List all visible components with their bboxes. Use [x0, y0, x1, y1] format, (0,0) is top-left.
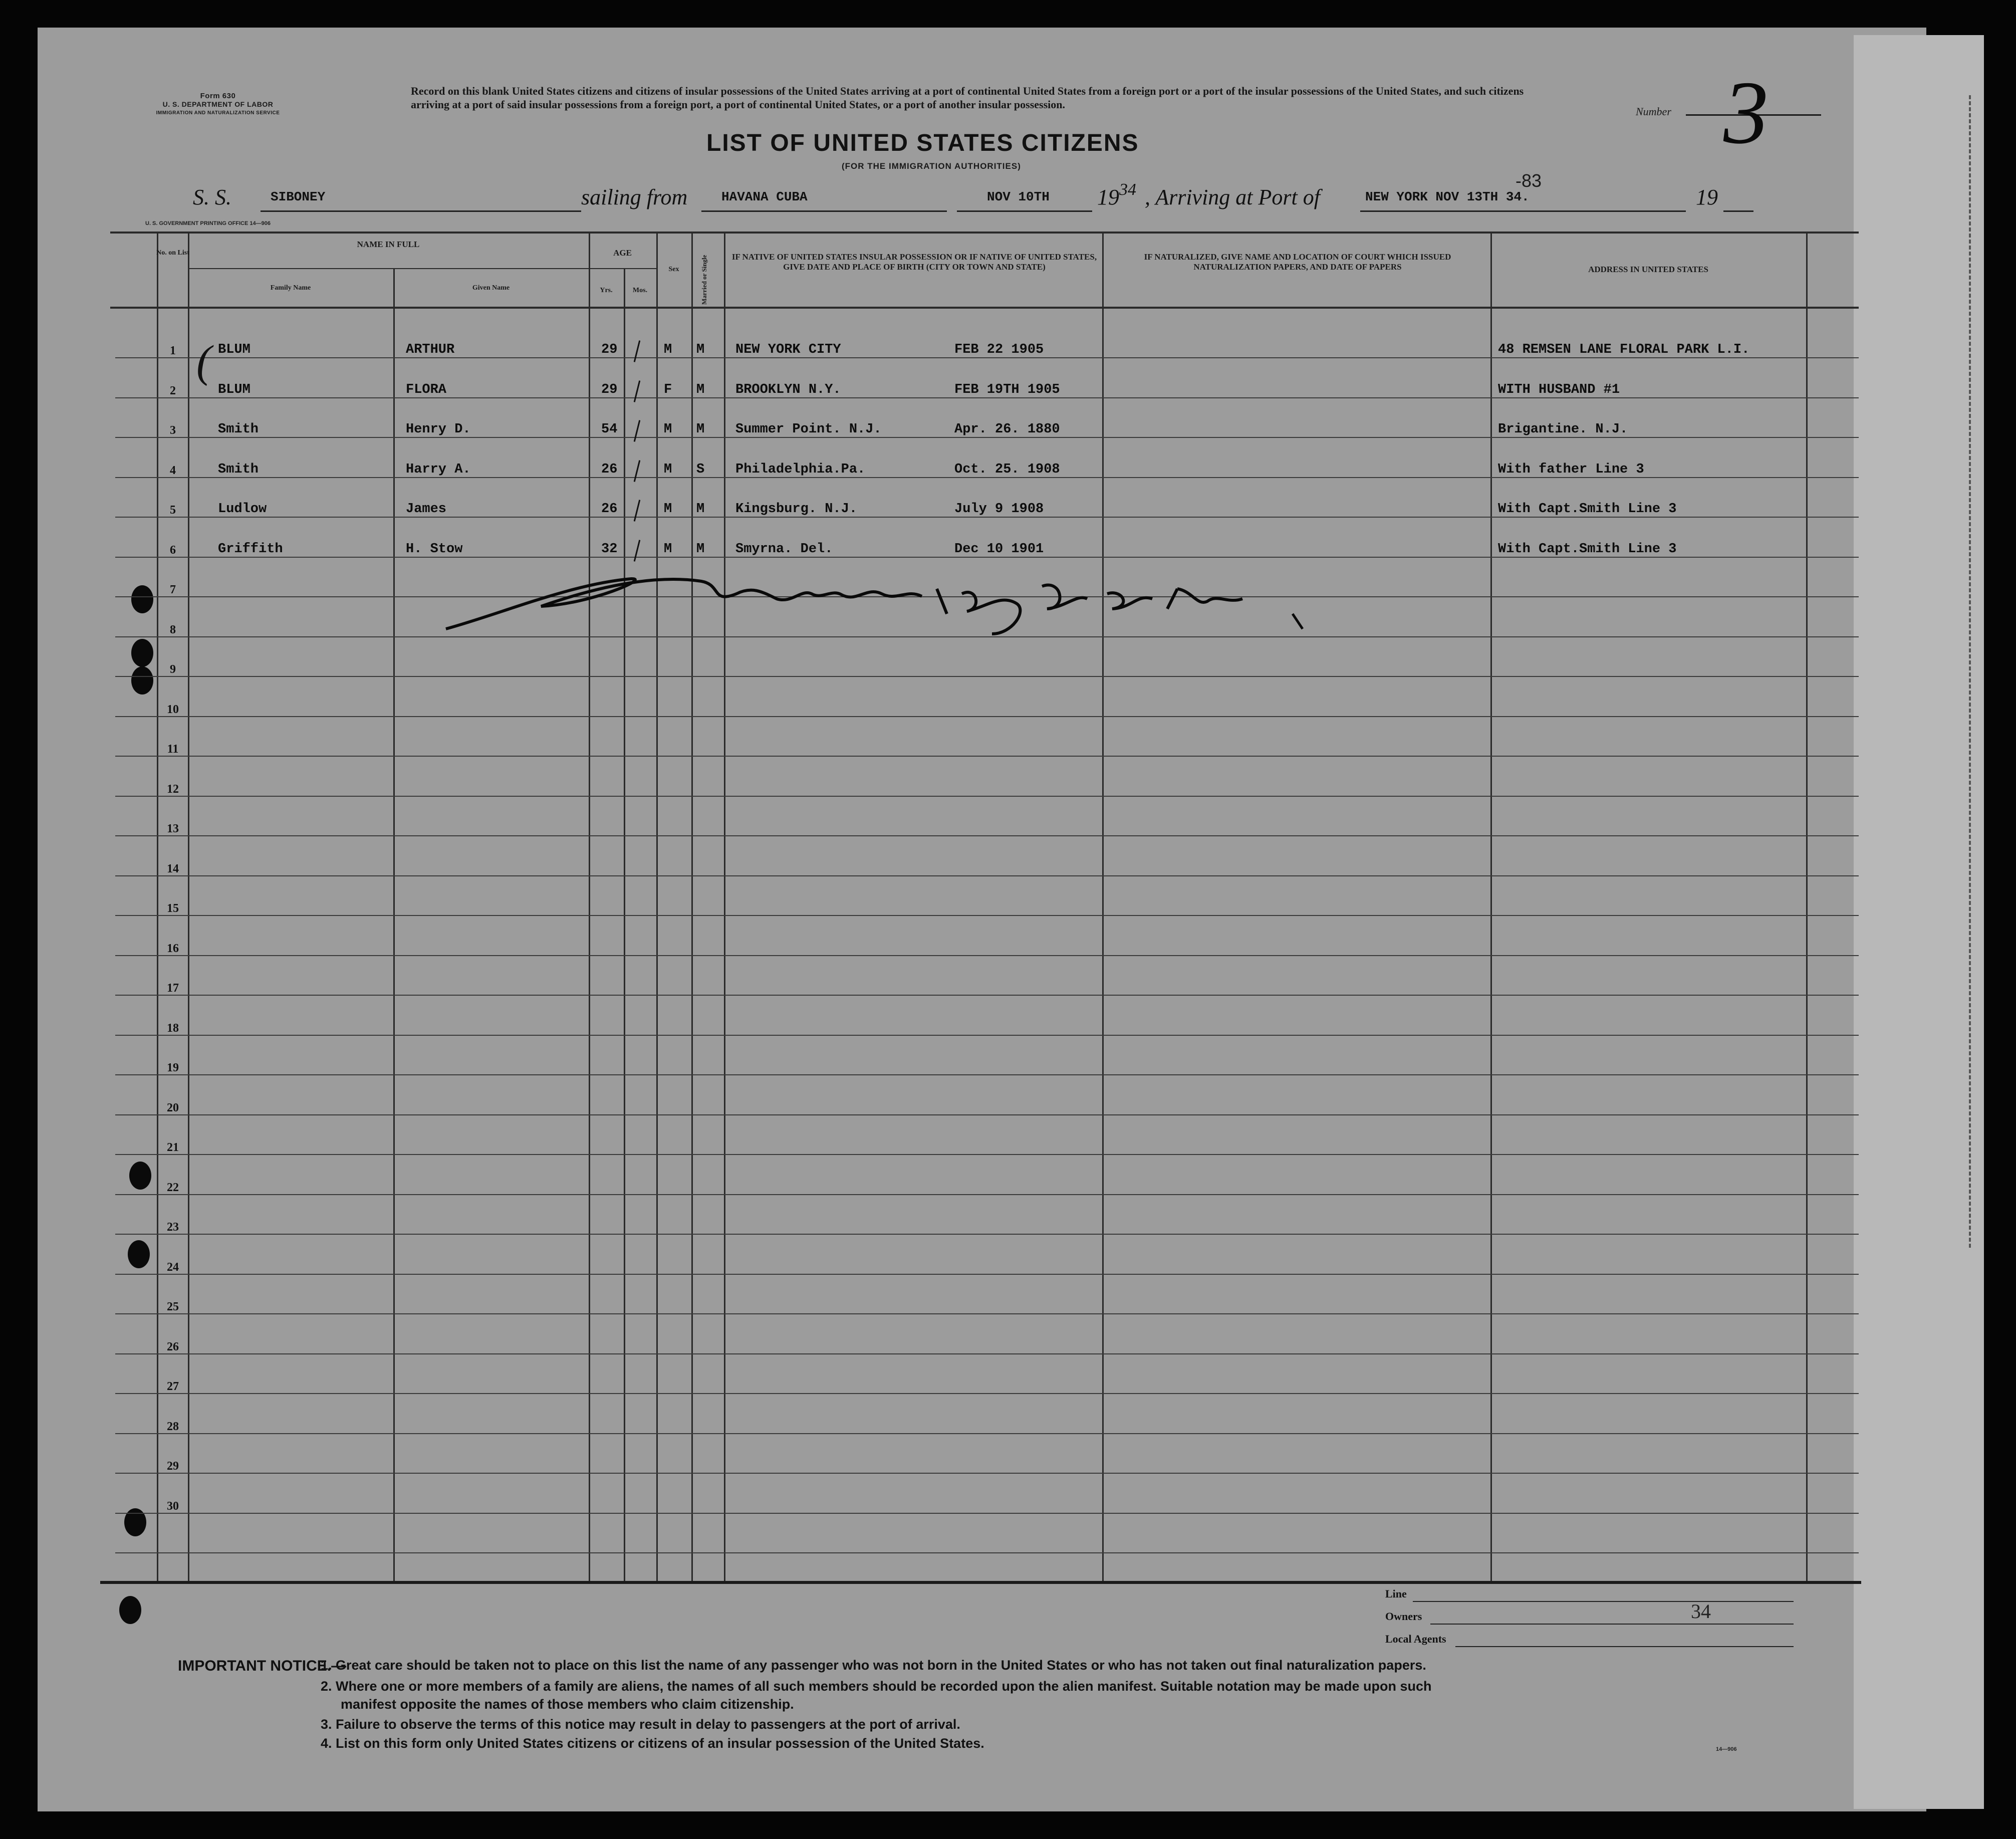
notice-item-2-continued: manifest opposite the names of those members who claim citizenship. — [341, 1697, 794, 1712]
row-number: 18 — [167, 1022, 179, 1035]
passenger-given: ARTHUR — [406, 342, 455, 357]
row-number: 14 — [167, 862, 179, 875]
row-rule — [115, 835, 1859, 836]
row-number: 9 — [170, 663, 176, 676]
header-naturalized: IF NATURALIZED, GIVE NAME AND LOCATION OF COURT WHICH ISSUED NATURALIZATION PAPERS, AND DATE OF PAPERS — [1144, 252, 1451, 272]
departure-port: HAVANA CUBA — [721, 189, 808, 204]
row-number: 10 — [167, 703, 179, 716]
row-rule — [115, 1513, 1859, 1514]
passenger-address: With father Line 3 — [1498, 462, 1644, 477]
footer-owners-underline — [1430, 1624, 1794, 1625]
header-years: Yrs. — [600, 287, 613, 294]
row-number: 3 — [170, 424, 176, 437]
printer-mark-bottom: 14—906 — [1716, 1746, 1737, 1752]
passenger-given: H. Stow — [406, 542, 463, 557]
passenger-address: 48 REMSEN LANE FLORAL PARK L.I. — [1498, 342, 1750, 357]
row-rule — [115, 1035, 1859, 1036]
passenger-yrs: 26 — [601, 502, 618, 517]
punch-hole — [131, 585, 153, 613]
passenger-ms: S — [696, 462, 705, 477]
row-rule — [115, 397, 1859, 398]
passenger-address: With Capt.Smith Line 3 — [1498, 502, 1677, 517]
column-divider — [1490, 233, 1492, 1581]
notice-heading: IMPORTANT NOTICE.— — [178, 1658, 347, 1674]
row-number: 8 — [170, 623, 176, 636]
arrival-underline — [1360, 210, 1686, 212]
passenger-family: Griffith — [218, 542, 283, 557]
passenger-given: FLORA — [406, 382, 447, 397]
header-age: AGE — [613, 248, 632, 258]
handwritten-annotation: -83 — [1516, 170, 1542, 191]
row-number: 7 — [170, 583, 176, 596]
owners-value: 34 — [1691, 1600, 1711, 1623]
passenger-sex: M — [664, 342, 672, 357]
page-subtitle: (FOR THE IMMIGRATION AUTHORITIES) — [842, 161, 1021, 171]
passenger-place: Smyrna. Del. — [735, 542, 833, 557]
passenger-place: BROOKLYN N.Y. — [735, 382, 841, 397]
passenger-family: BLUM — [218, 382, 250, 397]
column-divider — [1806, 233, 1808, 1581]
passenger-sex: F — [664, 382, 672, 397]
passenger-given: Harry A. — [406, 462, 471, 477]
page-title: LIST OF UNITED STATES CITIZENS — [706, 130, 1139, 156]
family-bracket: ( — [196, 337, 211, 386]
row-number: 13 — [167, 822, 179, 835]
row-number: 5 — [170, 504, 176, 517]
punch-hole — [128, 1240, 150, 1268]
number-label: Number — [1636, 105, 1671, 118]
table-top-rule — [110, 232, 1859, 234]
record-instructions: Record on this blank United States citizens and citizens of insular possessions of the United States arriving at a port of continental United States from a foreign port or a port of the insular possessions of the United States, and such citizens arriving at a port of said insular possessions from a foreign port, a port of continental United States, or a port of another insular possession. — [411, 85, 1524, 111]
row-number: 25 — [167, 1300, 179, 1313]
row-number: 22 — [167, 1181, 179, 1194]
row-number: 15 — [167, 902, 179, 915]
form-number: Form 630 — [200, 92, 236, 100]
row-rule — [115, 1552, 1859, 1553]
inspector-signature — [441, 559, 1323, 639]
arrival-port-date: NEW YORK NOV 13TH 34. — [1365, 189, 1530, 204]
row-number: 26 — [167, 1340, 179, 1353]
passenger-family: Ludlow — [218, 502, 267, 517]
passenger-sex: M — [664, 542, 672, 557]
header-birth: IF NATIVE OF UNITED STATES INSULAR POSSESSION OR IF NATIVE OF UNITED STATES, GIVE DATE AND PLACE OF BIRTH (CITY OR TOWN AND STATE) — [731, 252, 1097, 272]
year-prefix: 19 — [1097, 185, 1119, 209]
footer-agents-label: Local Agents — [1385, 1633, 1446, 1645]
punch-hole — [131, 639, 153, 667]
header-sex: Sex — [668, 266, 679, 273]
row-rule — [115, 1433, 1859, 1434]
row-number: 24 — [167, 1261, 179, 1274]
row-number: 11 — [167, 743, 179, 756]
column-divider — [1102, 233, 1104, 1581]
passenger-date: Dec 10 1901 — [954, 542, 1044, 557]
form-identification — [133, 92, 303, 117]
row-number: 29 — [167, 1460, 179, 1473]
passenger-sex: M — [664, 422, 672, 437]
header-given-name: Given Name — [472, 284, 510, 292]
department-name: U. S. DEPARTMENT OF LABOR — [162, 100, 274, 108]
passenger-date: FEB 19TH 1905 — [954, 382, 1060, 397]
row-number: 20 — [167, 1101, 179, 1114]
notice-item-2: 2. Where one or more members of a family are aliens, the names of all such members should be recorded upon the alien manifest. Suitable notation may be made upon such — [321, 1679, 1432, 1694]
passenger-date: Apr. 26. 1880 — [954, 422, 1060, 437]
ship-name: SIBONEY — [271, 189, 326, 204]
passenger-ms: M — [696, 382, 705, 397]
arriving-label: , Arriving at Port of — [1145, 185, 1320, 209]
row-rule — [115, 1154, 1859, 1155]
page-edge-perforation — [1969, 95, 1975, 1248]
passenger-ms: M — [696, 542, 705, 557]
row-rule — [115, 716, 1859, 717]
row-rule — [115, 676, 1859, 677]
list-number: 3 — [1723, 63, 1769, 162]
header-address: ADDRESS IN UNITED STATES — [1588, 265, 1708, 274]
header-family-name: Family Name — [270, 284, 311, 292]
footer-rule — [100, 1581, 1861, 1584]
passenger-place: Kingsburg. N.J. — [735, 502, 858, 517]
row-rule — [115, 1473, 1859, 1474]
notice-item-1: 1. Great care should be taken not to place on this list the name of any passenger who was not born in the United States or who has not taken out final naturalization papers. — [321, 1658, 1426, 1673]
passenger-yrs: 29 — [601, 342, 618, 357]
passenger-ms: M — [696, 342, 705, 357]
passenger-family: Smith — [218, 462, 259, 477]
row-number: 23 — [167, 1221, 179, 1234]
row-number: 12 — [167, 783, 179, 796]
passenger-place: Philadelphia.Pa. — [735, 462, 866, 477]
punch-hole — [129, 1162, 151, 1190]
row-rule — [115, 1313, 1859, 1314]
row-rule — [115, 1234, 1859, 1235]
passenger-yrs: 29 — [601, 382, 618, 397]
column-divider — [724, 233, 725, 1581]
trailing-year: 19 — [1696, 185, 1718, 209]
row-number: 6 — [170, 544, 176, 557]
passenger-given: Henry D. — [406, 422, 471, 437]
column-divider — [589, 233, 590, 1581]
row-rule — [115, 517, 1859, 518]
row-number: 16 — [167, 942, 179, 955]
passenger-ms: M — [696, 502, 705, 517]
footer-agents-underline — [1455, 1646, 1794, 1647]
row-number: 30 — [167, 1500, 179, 1513]
passenger-date: July 9 1908 — [954, 502, 1044, 517]
column-divider — [656, 233, 658, 1581]
header-name-in-full: NAME IN FULL — [357, 240, 420, 249]
passenger-place: Summer Point. N.J. — [735, 422, 882, 437]
notice-item-3: 3. Failure to observe the terms of this notice may result in delay to passengers at the port of arrival. — [321, 1717, 960, 1732]
row-rule — [115, 557, 1859, 558]
row-rule — [115, 875, 1859, 876]
date-underline — [957, 210, 1092, 212]
passenger-address: With Capt.Smith Line 3 — [1498, 542, 1677, 557]
manifest-page — [38, 28, 1926, 1811]
column-divider — [691, 233, 693, 1581]
passenger-yrs: 26 — [601, 462, 618, 477]
header-married-single: Married or Single — [700, 255, 708, 305]
printer-mark-top: U. S. GOVERNMENT PRINTING OFFICE 14—906 — [145, 220, 271, 226]
column-divider — [624, 268, 625, 1581]
departure-date: NOV 10TH — [987, 189, 1050, 204]
row-number: 17 — [167, 982, 179, 995]
year-underline — [1723, 210, 1753, 212]
ss-label: S. S. — [193, 185, 231, 209]
header-bottom-rule — [110, 307, 1859, 309]
passenger-yrs: 32 — [601, 542, 618, 557]
adjacent-page-edge — [1854, 35, 1984, 1809]
row-rule — [115, 756, 1859, 757]
row-rule — [115, 1114, 1859, 1115]
row-rule — [115, 995, 1859, 996]
name-header-divider — [188, 268, 589, 269]
row-rule — [115, 1393, 1859, 1394]
departure-underline — [701, 210, 947, 212]
passenger-place: NEW YORK CITY — [735, 342, 841, 357]
passenger-address: Brigantine. N.J. — [1498, 422, 1628, 437]
passenger-date: Oct. 25. 1908 — [954, 462, 1060, 477]
age-header-divider — [589, 268, 656, 269]
punch-hole — [131, 666, 153, 695]
row-number: 27 — [167, 1380, 179, 1393]
row-rule — [115, 477, 1859, 478]
row-rule — [115, 1074, 1859, 1075]
service-name: IMMIGRATION AND NATURALIZATION SERVICE — [156, 110, 280, 116]
column-divider — [393, 268, 395, 1581]
passenger-family: Smith — [218, 422, 259, 437]
passenger-ms: M — [696, 422, 705, 437]
row-number: 2 — [170, 384, 176, 397]
footer-line-underline — [1413, 1601, 1794, 1602]
footer-owners-label: Owners — [1385, 1610, 1422, 1623]
row-number: 28 — [167, 1420, 179, 1433]
notice-item-4: 4. List on this form only United States citizens or citizens of an insular possession of the United States. — [321, 1736, 984, 1751]
row-number: 4 — [170, 464, 176, 477]
year-suffix: 34 — [1119, 180, 1136, 199]
row-number: 21 — [167, 1141, 179, 1154]
row-rule — [115, 955, 1859, 956]
row-rule — [115, 915, 1859, 916]
row-rule — [115, 1353, 1859, 1354]
footer-line-label: Line — [1385, 1587, 1407, 1600]
passenger-address: WITH HUSBAND #1 — [1498, 382, 1620, 397]
row-rule — [115, 357, 1859, 358]
sailing-label: sailing from — [581, 185, 688, 209]
row-rule — [115, 1274, 1859, 1275]
passenger-date: FEB 22 1905 — [954, 342, 1044, 357]
ship-underline — [261, 210, 581, 212]
header-no-on-list: No. on List — [156, 249, 189, 257]
passenger-sex: M — [664, 462, 672, 477]
passenger-given: James — [406, 502, 447, 517]
row-rule — [115, 1194, 1859, 1195]
row-rule — [115, 796, 1859, 797]
passenger-family: BLUM — [218, 342, 250, 357]
header-months: Mos. — [632, 287, 648, 294]
passenger-sex: M — [664, 502, 672, 517]
row-number: 19 — [167, 1061, 179, 1074]
row-rule — [115, 437, 1859, 438]
punch-hole — [119, 1596, 141, 1624]
passenger-yrs: 54 — [601, 422, 618, 437]
row-number: 1 — [170, 344, 176, 357]
